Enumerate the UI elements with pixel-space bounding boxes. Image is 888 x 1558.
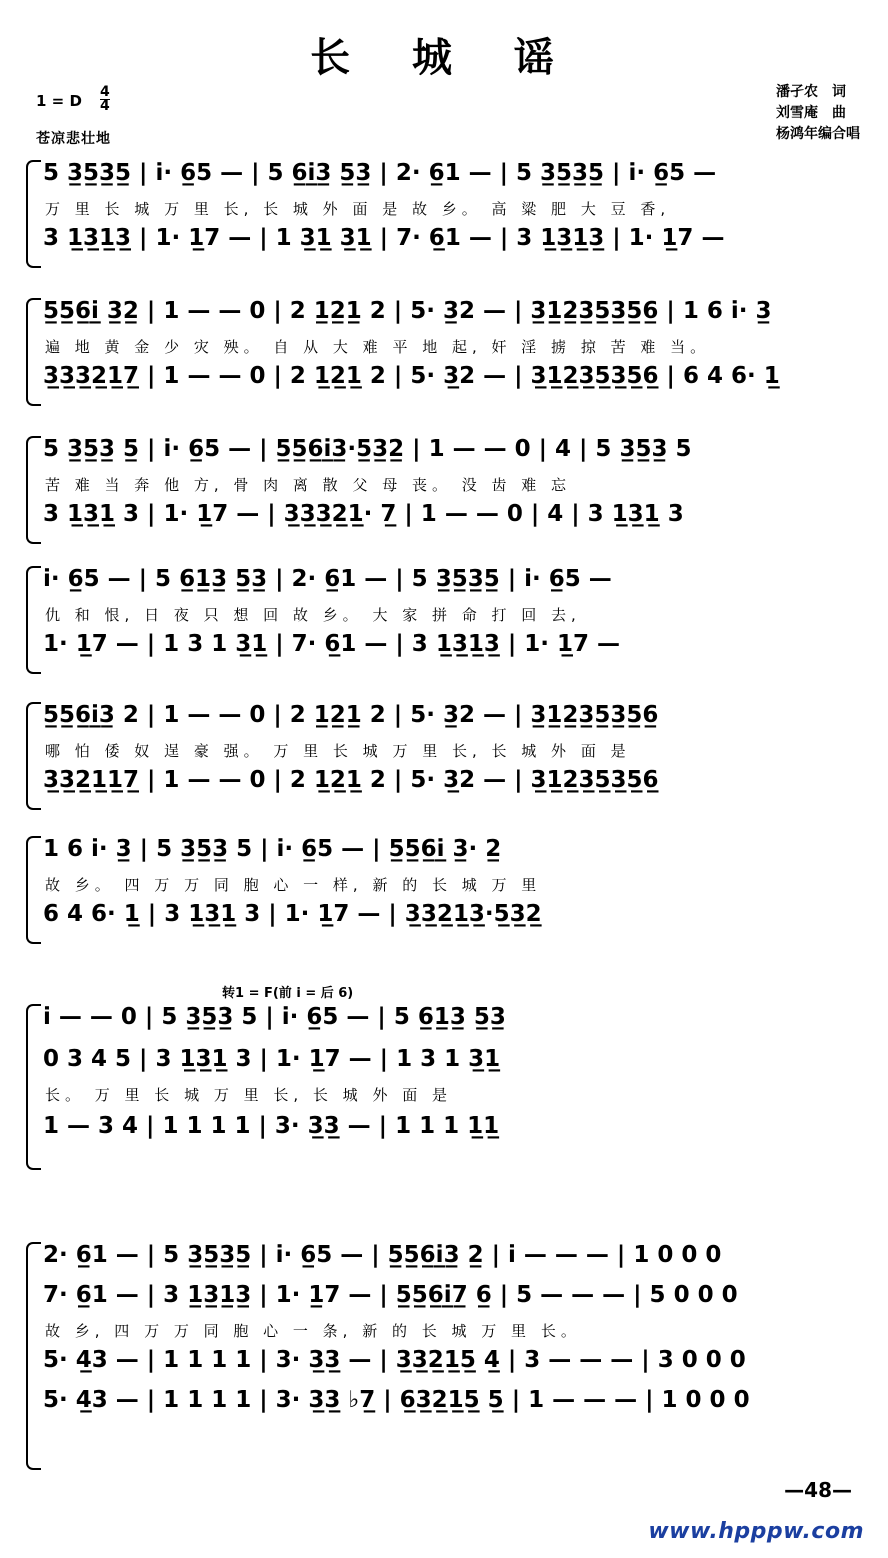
staff-bass	[43, 1387, 866, 1425]
page-title: 长 城 谣	[310, 35, 578, 81]
staff-upper	[43, 836, 866, 874]
staff-lower	[43, 225, 866, 263]
notes-lower: 1· 1̲7 — | 1 3 1 3̲1̲ | 7· 6̲1 — | 3 1̲3̲1̲3̲ | 1· 1̲7 —	[43, 631, 621, 657]
lyrics-line: 万 里 长 城 万 里 长, 长 城 外 面 是 故 乡。 高 粱 肥 大 豆 香,	[45, 200, 671, 218]
staff-upper	[43, 436, 866, 474]
score-system-4	[26, 566, 866, 669]
notes-lower-1: 5· 4̲3 — | 1 1 1 1 | 3· 3̲3̲ — | 3̲3̲2̲1̲5̲ 4̲ | 3 — — — | 3 0 0 0	[43, 1347, 746, 1373]
score-system-8	[26, 1242, 866, 1425]
lyrics-line: 故 乡。 四 万 万 同 胞 心 一 样, 新 的 长 城 万 里	[45, 876, 542, 894]
time-signature	[100, 86, 110, 113]
credit-name: 潘孑农	[776, 84, 818, 100]
notes-upper: 1 6 i̇· 3̲ | 5 3̲5̲3̲ 5 | i̇· 6̲5 — | 5̲5̲6̲i̲̇ 3̲· 2̲	[43, 836, 502, 862]
page-number: —48—	[784, 1478, 852, 1502]
tempo-mood-marking: 苍凉悲壮地	[36, 131, 111, 147]
system-brace	[26, 1004, 41, 1170]
staff-lower	[43, 631, 866, 669]
meter-numerator: 4	[100, 84, 110, 100]
lyrics-line: 苦 难 当 奔 他 方, 骨 肉 离 散 父 母 丧。 没 齿 难 忘	[45, 476, 572, 494]
modulation-marking: 转1 = F(前 i = 后 6)	[222, 986, 354, 1001]
staff-middle	[43, 1046, 866, 1084]
notes-middle: 0 3 4 5 | 3 1̲3̲1̲ 3 | 1· 1̲7 — | 1 3 1 3̲1̲	[43, 1046, 501, 1072]
score-system-7	[26, 1004, 866, 1151]
staff-upper	[43, 160, 866, 198]
lyrics-line: 长。 万 里 长 城 万 里 长, 长 城 外 面 是	[45, 1086, 452, 1104]
notes-lower: 3̲3̲3̲2̲1̲7̲ | 1 — — 0 | 2 1̲2̲1̲ 2 | 5· 3̲2 — | 3̲1̲2̲3̲5̲3̲5̲6̲ | 6 4 6· 1̲	[43, 363, 780, 389]
lyrics-line: 故 乡, 四 万 万 同 胞 心 一 条, 新 的 长 城 万 里 长。	[45, 1322, 581, 1340]
system-brace	[26, 1242, 41, 1470]
notes-middle: 7· 6̲1 — | 3 1̲3̲1̲3̲ | 1· 1̲7 — | 5̲5̲6̲i̲̇7̲ 6̲ | 5 — — — | 5 0 0 0	[43, 1282, 738, 1308]
watermark-url: www.hpppw.com	[648, 1519, 864, 1544]
notes-upper: 5̲5̲6̲i̲̇3̲ 2 | 1 — — 0 | 2 1̲2̲1̲ 2 | 5· 3̲2 — | 3̲1̲2̲3̲5̲3̲5̲6̲	[43, 702, 659, 728]
staff-upper	[43, 298, 866, 336]
notes-upper: 5̲5̲6̲i̲̇ 3̲2̲ | 1 — — 0 | 2 1̲2̲1̲ 2 | 5· 3̲2 — | 3̲1̲2̲3̲5̲3̲5̲6̲ | 1 6 i̇· 3̲	[43, 298, 772, 324]
staff-lower	[43, 501, 866, 539]
system-brace	[26, 436, 41, 544]
notes-lower: 3̲3̲2̲1̲1̲7̲ | 1 — — 0 | 2 1̲2̲1̲ 2 | 5· 3̲2 — | 3̲1̲2̲3̲5̲3̲5̲6̲	[43, 767, 659, 793]
credit-row	[776, 82, 860, 103]
notes-upper: i̇· 6̲5 — | 5 6̲1̲3̲ 5̲3̲ | 2· 6̲1 — | 5 3̲5̲3̲5̲ | i̇· 6̲5 —	[43, 566, 612, 592]
staff-upper	[43, 702, 866, 740]
score-system-1	[26, 160, 866, 263]
notes-lower-2: 5· 4̲3 — | 1 1 1 1 | 3· 3̲3̲ ♭7̲ | 6̲3̲2̲1̲5̲ 5̲ | 1 — — — | 1 0 0 0	[43, 1387, 750, 1413]
credit-row	[776, 103, 860, 124]
staff-upper	[43, 1004, 866, 1042]
credit-row	[776, 124, 860, 145]
system-brace	[26, 160, 41, 268]
staff-soprano	[43, 1242, 866, 1280]
lyrics-line: 遍 地 黄 金 少 灾 殃。 自 从 大 难 平 地 起, 奸 淫 掳 掠 苦 难 当。	[45, 338, 711, 356]
notes-lower: 3 1̲3̲1̲ 3 | 1· 1̲7 — | 3̲3̲3̲2̲1̲· 7̲ | 1 — — 0 | 4 | 3 1̲3̲1̲ 3	[43, 501, 684, 527]
score-system-3	[26, 436, 866, 539]
notes-upper: 5 3̲5̲3̲ 5̲ | i̇· 6̲5 — | 5̲5̲6̲i̲̇3̲·5̲3̲2̲ | 1 — — 0 | 4 | 5 3̲5̲3̲ 5	[43, 436, 692, 462]
notes-upper: 2· 6̲1 — | 5 3̲5̲3̲5̲ | i̇· 6̲5 — | 5̲5̲6̲i̲̇3̲ 2̲ | i̇ — — — | 1 0 0 0	[43, 1242, 722, 1268]
system-brace	[26, 566, 41, 674]
notes-upper: i̇ — — 0 | 5 3̲5̲3̲ 5 | i̇· 6̲5 — | 5 6̲1̲3̲ 5̲3̲	[43, 1004, 506, 1030]
notes-lower: 1 — 3 4 | 1 1 1 1 | 3· 3̲3̲ — | 1 1 1 1̲1̲	[43, 1113, 500, 1139]
score-system-5	[26, 702, 866, 805]
key-signature: 1 = D	[36, 92, 82, 110]
staff-alto	[43, 1282, 866, 1320]
notes-upper: 5 3̲5̲3̲5̲ | i̇· 6̲5 — | 5 6̲i̲̇3̲ 5̲3̲ | 2· 6̲1 — | 5 3̲5̲3̲5̲ | i̇· 6̲5 —	[43, 160, 717, 186]
system-brace	[26, 702, 41, 810]
credit-role: 词	[832, 84, 846, 100]
meter-denominator: 4	[100, 98, 110, 114]
credits-block	[776, 82, 860, 145]
staff-upper	[43, 566, 866, 604]
system-brace	[26, 836, 41, 944]
notes-lower: 6 4 6· 1̲ | 3 1̲3̲1̲ 3 | 1· 1̲7 — | 3̲3̲2̲1̲3̲·5̲3̲2̲	[43, 901, 542, 927]
credit-name: 刘雪庵	[776, 105, 818, 121]
staff-lower	[43, 363, 866, 401]
score-system-6	[26, 836, 866, 939]
staff-lower	[43, 1113, 866, 1151]
staff-lower	[43, 901, 866, 939]
staff-lower	[43, 767, 866, 805]
credit-name: 杨鸿年编合唱	[776, 126, 860, 142]
credit-role: 曲	[832, 105, 846, 121]
notes-lower: 3 1̲3̲1̲3̲ | 1· 1̲7 — | 1 3̲1̲ 3̲1̲ | 7· 6̲1 — | 3 1̲3̲1̲3̲ | 1· 1̲7 —	[43, 225, 725, 251]
system-brace	[26, 298, 41, 406]
lyrics-line: 哪 怕 倭 奴 逞 豪 强。 万 里 长 城 万 里 长, 长 城 外 面 是	[45, 742, 631, 760]
lyrics-line: 仇 和 恨, 日 夜 只 想 回 故 乡。 大 家 拼 命 打 回 去,	[45, 606, 581, 624]
score-system-2	[26, 298, 866, 401]
staff-tenor	[43, 1347, 866, 1385]
